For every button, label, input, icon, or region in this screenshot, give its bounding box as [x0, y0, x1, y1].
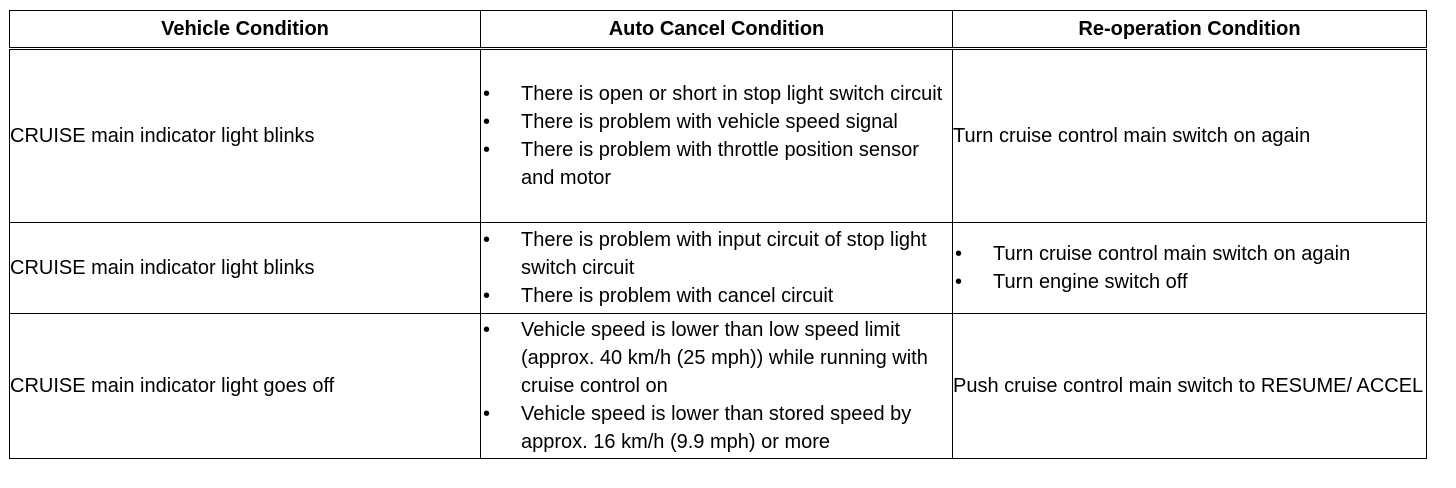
- table-row: [10, 223, 1427, 314]
- bullet-icon: •: [483, 83, 491, 105]
- auto-cancel-list: [481, 226, 952, 310]
- list-item-text: Turn cruise control main switch on again: [993, 243, 1351, 265]
- cruise-cancel-table: [9, 10, 1427, 459]
- list-item: [481, 282, 952, 310]
- bullet-icon: •: [483, 285, 491, 307]
- bullet-icon: •: [483, 111, 491, 133]
- auto-cancel-cell: [481, 49, 953, 223]
- reoperation-list: [953, 240, 1426, 296]
- auto-cancel-cell: [481, 314, 953, 459]
- list-item: [481, 108, 952, 136]
- vehicle-condition-cell: CRUISE main indicator light goes off: [10, 314, 481, 459]
- list-item-text: There is problem with vehicle speed signal: [521, 111, 898, 133]
- header-reoperation-condition: Re-operation Condition: [953, 11, 1427, 49]
- list-item-text: There is problem with throttle position sensor and motor: [521, 139, 919, 189]
- auto-cancel-cell: [481, 223, 953, 314]
- auto-cancel-list: [481, 316, 952, 456]
- reoperation-cell: [953, 223, 1427, 314]
- table-row: [10, 49, 1427, 223]
- list-item-text: There is open or short in stop light switch circuit: [521, 83, 943, 105]
- list-item: [953, 268, 1426, 296]
- list-item: [481, 316, 952, 400]
- header-row: [10, 11, 1427, 49]
- list-item-text: Vehicle speed is lower than low speed limit (approx. 40 km/h (25 mph)) while running with cruise control on: [521, 319, 928, 397]
- list-item-text: Vehicle speed is lower than stored speed by approx. 16 km/h (9.9 mph) or more: [521, 403, 912, 453]
- vehicle-condition-cell: CRUISE main indicator light blinks: [10, 49, 481, 223]
- list-item: [481, 136, 952, 192]
- list-item-text: There is problem with cancel circuit: [521, 285, 834, 307]
- list-item: [953, 240, 1426, 268]
- bullet-icon: •: [483, 139, 491, 161]
- list-item: [481, 80, 952, 108]
- header-auto-cancel-condition: Auto Cancel Condition: [481, 11, 953, 49]
- list-item-text: Turn engine switch off: [993, 271, 1188, 293]
- reoperation-cell: Turn cruise control main switch on again: [953, 49, 1427, 223]
- vehicle-condition-cell: CRUISE main indicator light blinks: [10, 223, 481, 314]
- bullet-icon: •: [483, 229, 491, 251]
- reoperation-cell: Push cruise control main switch to RESUME/ ACCEL: [953, 314, 1427, 459]
- bullet-icon: •: [955, 271, 963, 293]
- list-item-text: There is problem with input circuit of stop light switch circuit: [521, 229, 927, 279]
- list-item: [481, 400, 952, 456]
- auto-cancel-list: [481, 80, 952, 192]
- header-vehicle-condition: Vehicle Condition: [10, 11, 481, 49]
- bullet-icon: •: [483, 403, 491, 425]
- list-item: [481, 226, 952, 282]
- bullet-icon: •: [483, 319, 491, 341]
- table-row: [10, 314, 1427, 459]
- bullet-icon: •: [955, 243, 963, 265]
